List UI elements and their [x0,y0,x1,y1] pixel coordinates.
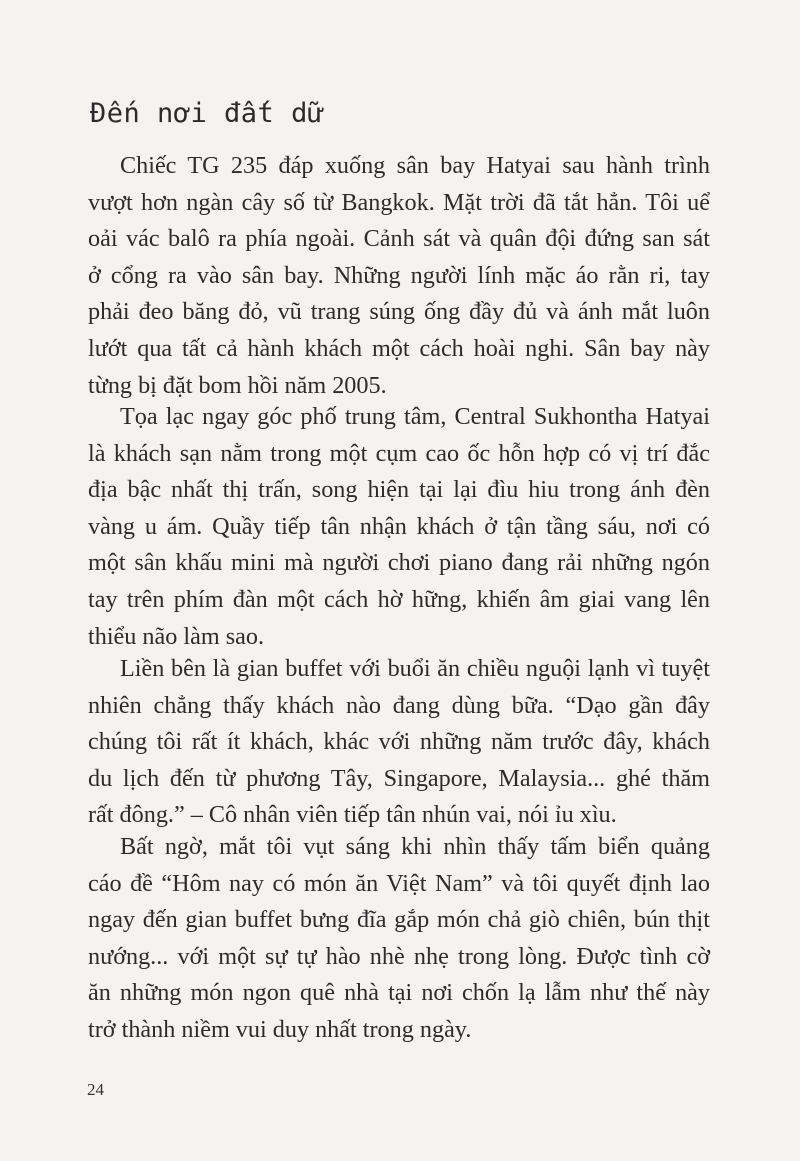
text-line: Tọa lạc ngay góc phố trung tâm, Central Sukhontha Hatyai [120,403,710,430]
text-line: du lịch đến từ phương Tây, Singapore, Malaysia... ghé thăm [88,764,710,792]
text-line: là khách sạn nằm trong một cụm cao ốc hỗn hợp có vị trí đắc [88,439,710,467]
text-line: chúng tôi rất ít khách, khác với những năm trước đây, khách [88,728,710,756]
text-line: tay trên phím đàn một cách hờ hững, khiến âm giai vang lên [88,585,710,613]
text-line: oải vác balô ra phía ngoài. Cảnh sát và quân đội đứng san sát [88,225,710,253]
text-line: ăn những món ngon quê nhà tại nơi chốn lạ lẫm như thế này [88,979,710,1007]
page-number: 24 [87,1080,104,1099]
text-line: rất đông.” – Cô nhân viên tiếp tân nhún vai, nói ỉu xìu. [88,801,617,829]
text-line: từng bị đặt bom hồi năm 2005. [88,371,387,399]
text-line: trở thành niềm vui duy nhất trong ngày. [88,1015,472,1043]
text-line: một sân khấu mini mà người chơi piano đang rải những ngón [88,549,710,577]
text-line: phải đeo băng đỏ, vũ trang súng ống đầy đủ và ánh mắt luôn [88,298,710,326]
text-line: thiểu não làm sao. [88,622,264,650]
text-line: Liền bên là gian buffet với buổi ăn chiều nguội lạnh vì tuyệt [120,655,710,682]
text-line: ở cổng ra vào sân bay. Những người lính mặc áo rằn ri, tay [88,261,710,289]
chapter-heading: Đến nơi đất dữ [90,98,325,129]
text-line: vàng u ám. Quầy tiếp tân nhận khách ở tận tầng sáu, nơi có [88,512,710,540]
paragraph-1 [88,148,710,404]
paragraph-2 [88,399,710,655]
text-line: ngay đến gian buffet bưng đĩa gắp món chả giò chiên, bún thịt [88,906,710,934]
text-line: vượt hơn ngàn cây số từ Bangkok. Mặt trời đã tắt hẳn. Tôi uể [88,188,710,216]
text-line: lướt qua tất cả hành khách một cách hoài nghi. Sân bay này [88,334,710,362]
text-line: Bất ngờ, mắt tôi vụt sáng khi nhìn thấy tấm biển quảng [120,833,710,860]
text-line: nướng... với một sự tự hào nhè nhẹ trong lòng. Được tình cờ [88,942,710,970]
paragraph-3 [88,651,710,834]
text-line: nhiên chẳng thấy khách nào đang dùng bữa. “Dạo gần đây [88,691,710,719]
paragraph-4 [88,829,710,1049]
text-line: địa bậc nhất thị trấn, song hiện tại lại đìu hiu trong ánh đèn [88,476,710,504]
text-line: Chiếc TG 235 đáp xuống sân bay Hatyai sau hành trình [120,152,710,179]
text-line: cáo đề “Hôm nay có món ăn Việt Nam” và tôi quyết định lao [88,869,710,897]
